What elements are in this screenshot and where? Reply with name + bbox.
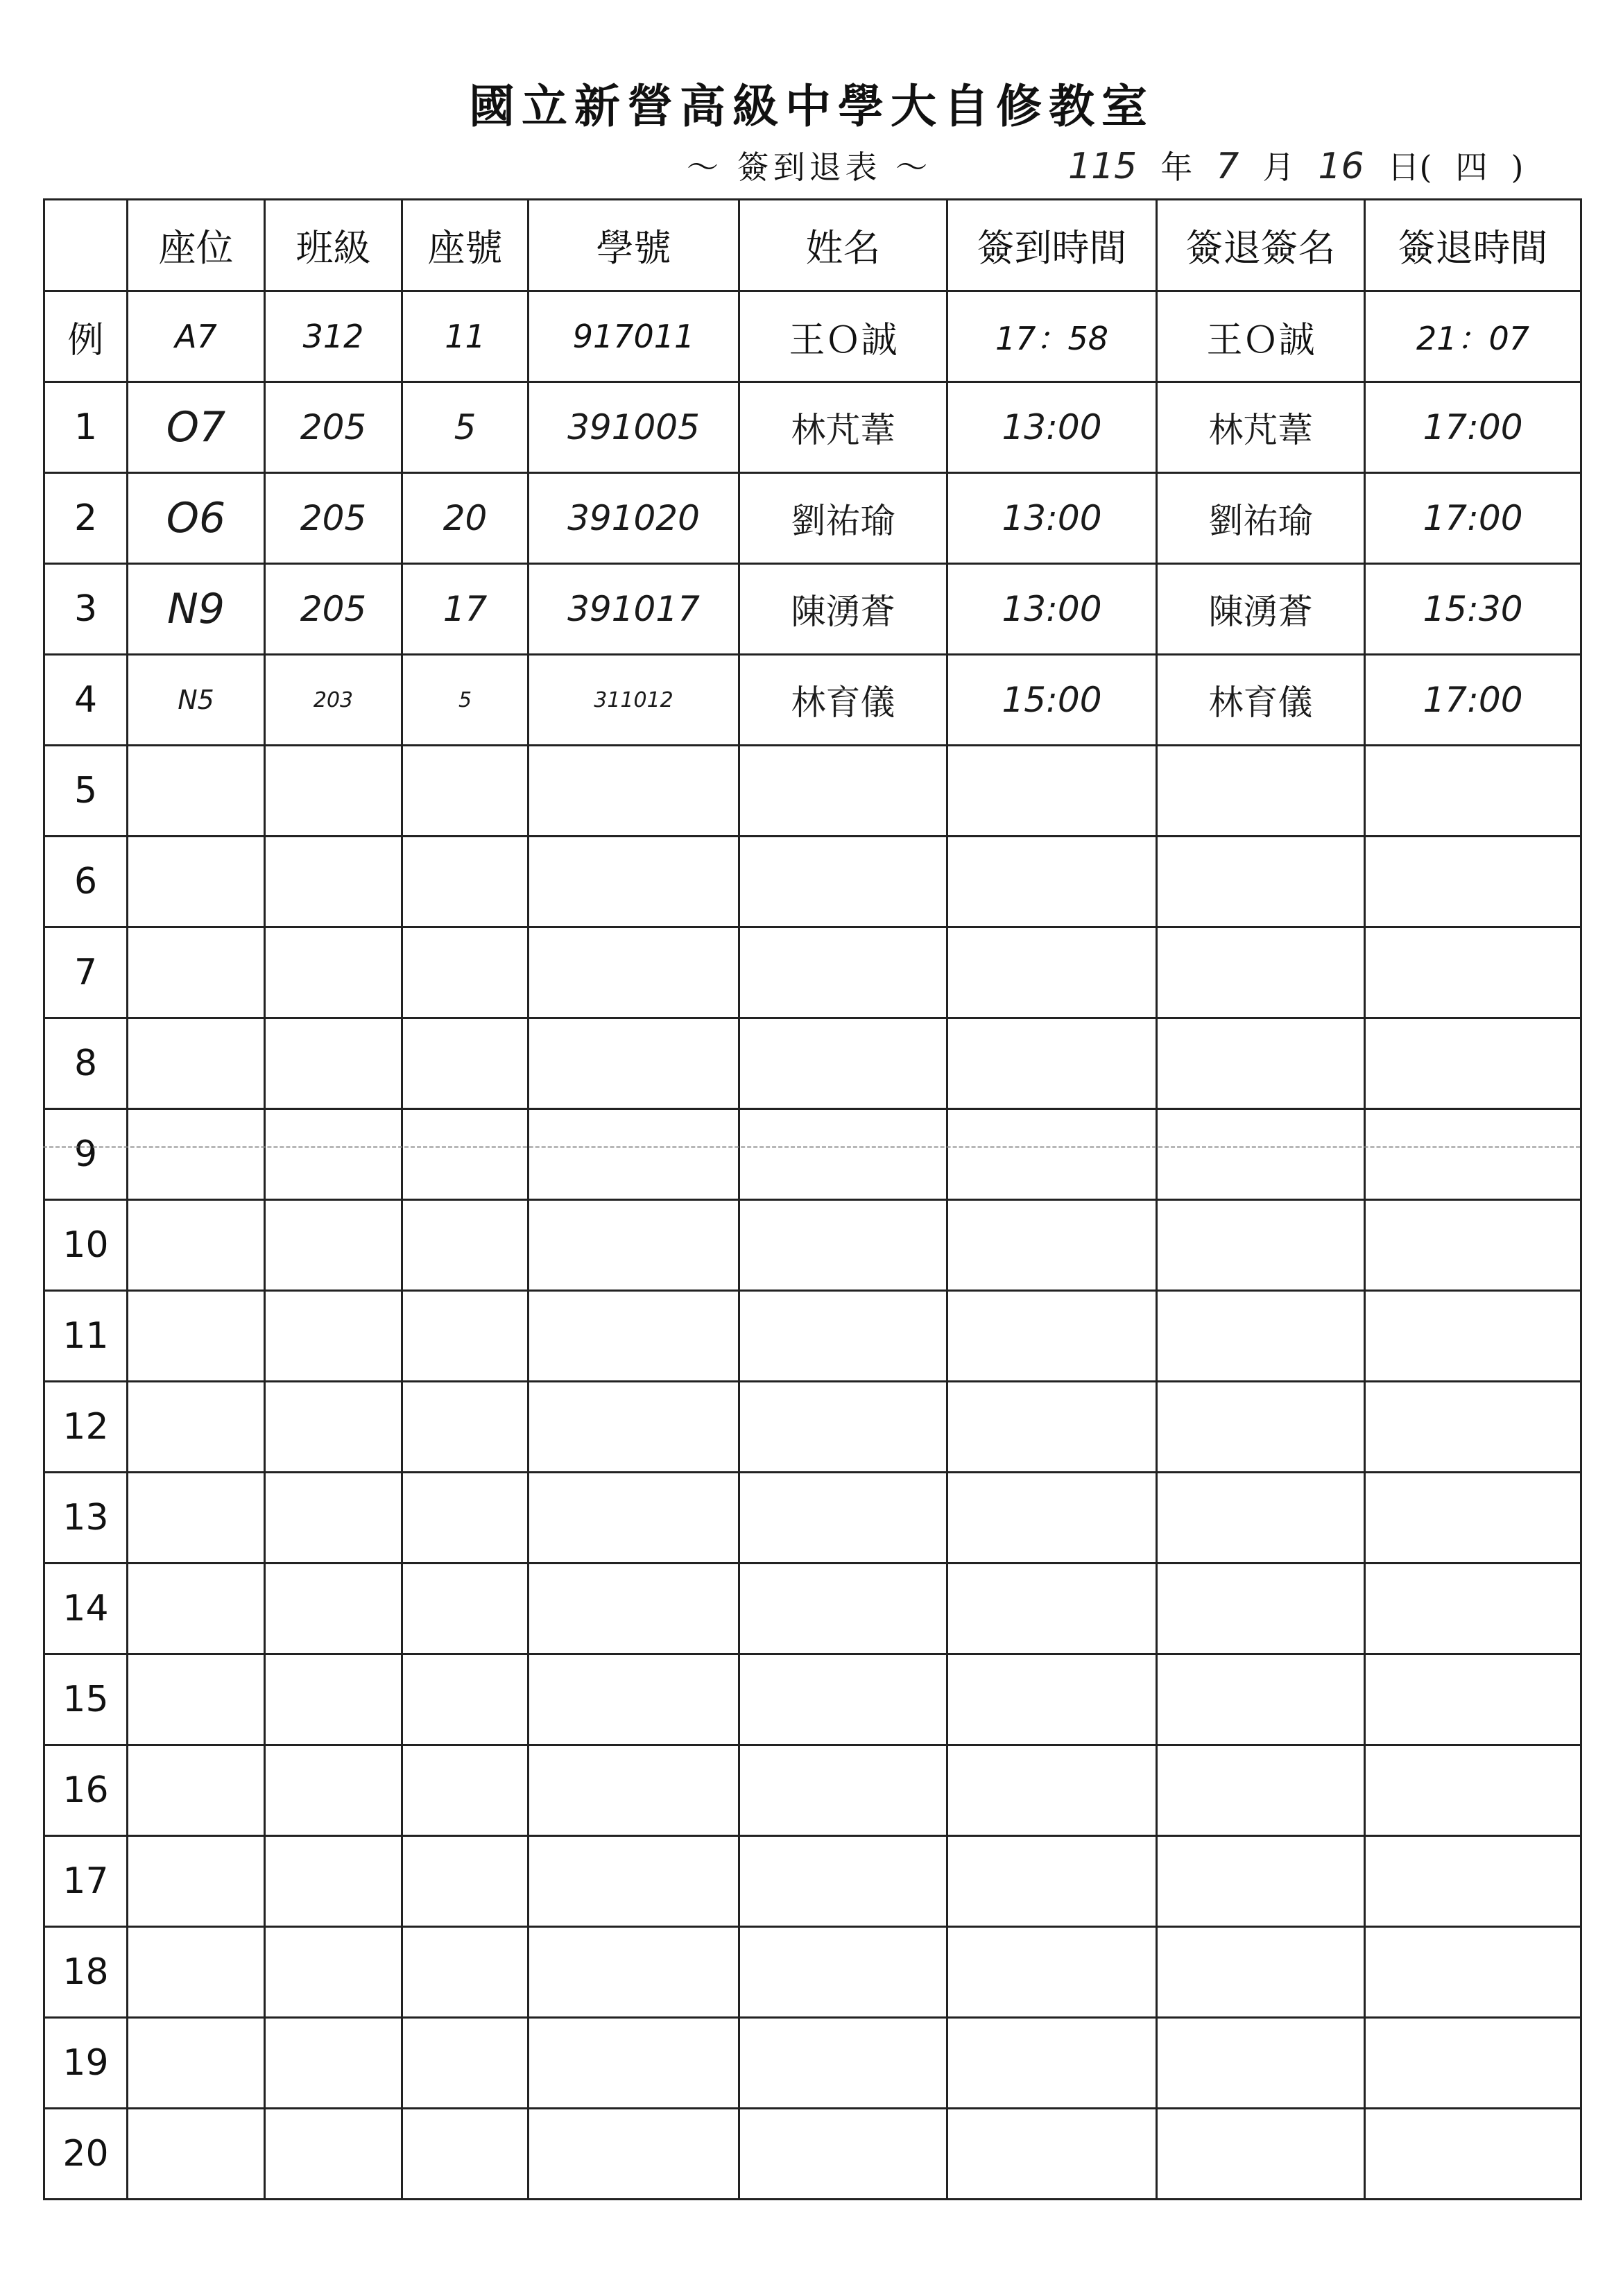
cell-signature[interactable] <box>1157 2109 1365 2200</box>
cell-student-id[interactable] <box>529 1654 739 1745</box>
row-number: 2 <box>44 473 128 564</box>
cell-checkout[interactable] <box>1365 1745 1581 1836</box>
cell-number[interactable] <box>402 927 529 1018</box>
row-number: 13 <box>44 1473 128 1563</box>
cell-seat[interactable] <box>128 2109 265 2200</box>
cell-class[interactable] <box>265 2109 402 2200</box>
cell-number[interactable] <box>402 382 529 473</box>
handwritten-student-id: 391017 <box>567 589 700 629</box>
handwritten-seat: O6 <box>166 494 226 542</box>
cell-name[interactable] <box>739 1018 947 1109</box>
handwritten-name: 陳湧蒼 <box>791 592 895 632</box>
cell-seat[interactable] <box>128 1563 265 1654</box>
row-number: 16 <box>44 1745 128 1836</box>
cell-checkout[interactable] <box>1365 382 1581 473</box>
cell-checkout[interactable] <box>1365 1927 1581 2018</box>
cell-signature[interactable] <box>1157 1109 1365 1200</box>
cell-checkout[interactable] <box>1365 1200 1581 1291</box>
cell-student-id[interactable] <box>529 1200 739 1291</box>
cell-class[interactable] <box>265 1382 402 1473</box>
cell-class[interactable] <box>265 1291 402 1382</box>
cell-checkin[interactable] <box>947 927 1157 1018</box>
cell-number[interactable] <box>402 1836 529 1927</box>
cell-checkout[interactable] <box>1365 655 1581 746</box>
table-row <box>44 2109 1581 2200</box>
cell-checkout[interactable] <box>1365 1382 1581 1473</box>
cell-class[interactable] <box>265 473 402 564</box>
cell-seat[interactable] <box>128 382 265 473</box>
cell-signature[interactable] <box>1157 1563 1365 1654</box>
cell-number[interactable] <box>402 564 529 655</box>
cell-class[interactable] <box>265 1836 402 1927</box>
cell-checkin[interactable] <box>947 1563 1157 1654</box>
cell-checkin[interactable] <box>947 564 1157 655</box>
cell-number[interactable] <box>402 2018 529 2109</box>
cell-signature[interactable] <box>1157 564 1365 655</box>
cell-student-id[interactable] <box>529 382 739 473</box>
cell-signature[interactable] <box>1157 746 1365 837</box>
cell-name[interactable] <box>739 473 947 564</box>
cell-name[interactable] <box>739 1291 947 1382</box>
cell-seat[interactable] <box>128 1654 265 1745</box>
cell-seat[interactable] <box>128 746 265 837</box>
handwritten-checkin: 13:00 <box>1002 589 1102 629</box>
cell-name[interactable] <box>739 1836 947 1927</box>
handwritten-signature: 林芃葦 <box>1208 410 1313 450</box>
cell-checkout[interactable] <box>1365 473 1581 564</box>
cell-number[interactable] <box>402 837 529 927</box>
cell-name[interactable] <box>739 927 947 1018</box>
handwritten-checkin: 13:00 <box>1002 407 1102 447</box>
cell-name[interactable] <box>739 1200 947 1291</box>
cell-checkin[interactable] <box>947 1654 1157 1745</box>
cell-name[interactable] <box>739 1382 947 1473</box>
cell-number[interactable] <box>402 1109 529 1200</box>
cell-name[interactable] <box>739 2018 947 2109</box>
handwritten-student-id: 391005 <box>567 407 700 447</box>
handwritten-number: 20 <box>443 498 488 538</box>
cell-seat[interactable] <box>128 927 265 1018</box>
cell-signature[interactable] <box>1157 1836 1365 1927</box>
cell-class[interactable] <box>265 1654 402 1745</box>
cell-number[interactable] <box>402 1654 529 1745</box>
cell-class[interactable] <box>265 1745 402 1836</box>
handwritten-checkin: 15:00 <box>1002 680 1102 720</box>
handwritten-name: 林育儀 <box>791 683 895 723</box>
cell-student-id[interactable] <box>529 2018 739 2109</box>
cell-class[interactable] <box>265 746 402 837</box>
date-year-unit: 年 <box>1160 148 1193 186</box>
example-row <box>44 291 1581 382</box>
row-number: 14 <box>44 1563 128 1654</box>
handwritten-name: 劉祐瑜 <box>791 501 895 541</box>
handwritten-seat: O7 <box>166 403 226 452</box>
row-number: 20 <box>44 2109 128 2200</box>
cell-student-id[interactable] <box>529 746 739 837</box>
cell-signature[interactable] <box>1157 2018 1365 2109</box>
cell-signature[interactable] <box>1157 1382 1365 1473</box>
table-row <box>44 746 1581 837</box>
table-row <box>44 837 1581 927</box>
handwritten-seat: N9 <box>166 585 225 633</box>
table-row <box>44 564 1581 655</box>
page-title: 國立新營高級中學大自修教室 <box>469 79 1154 133</box>
cell-checkout[interactable] <box>1365 2109 1581 2200</box>
table-row <box>44 1109 1581 1200</box>
cell-checkin[interactable] <box>947 655 1157 746</box>
handwritten-name: 林芃葦 <box>791 410 895 450</box>
cell-name[interactable] <box>739 382 947 473</box>
handwritten-checkin: 13:00 <box>1002 498 1102 538</box>
cell-checkin[interactable] <box>947 1018 1157 1109</box>
weekday-close: ) <box>1511 148 1524 186</box>
date-day-unit: 日 <box>1387 148 1420 186</box>
date-line <box>1068 142 1568 188</box>
row-number: 19 <box>44 2018 128 2109</box>
cell-student-id[interactable] <box>529 1927 739 2018</box>
cell-class[interactable] <box>265 1109 402 1200</box>
cell-checkout[interactable] <box>1365 1563 1581 1654</box>
handwritten-checkout: 17:00 <box>1423 407 1523 447</box>
cell-signature[interactable] <box>1157 655 1365 746</box>
row-number: 5 <box>44 746 128 837</box>
cell-checkin[interactable] <box>947 837 1157 927</box>
cell-number[interactable] <box>402 1745 529 1836</box>
row-number: 6 <box>44 837 128 927</box>
weekday-open: ( <box>1419 148 1432 186</box>
cell-class[interactable] <box>265 927 402 1018</box>
cell-number[interactable] <box>402 1200 529 1291</box>
example-checkout: 21：07 <box>1365 291 1581 382</box>
cell-name[interactable] <box>739 1745 947 1836</box>
cell-signature[interactable] <box>1157 1200 1365 1291</box>
cell-signature[interactable] <box>1157 1018 1365 1109</box>
cell-class[interactable] <box>265 2018 402 2109</box>
date-weekday: 四 <box>1455 148 1488 186</box>
cell-checkin[interactable] <box>947 1927 1157 2018</box>
date-year: 115 <box>1068 146 1137 187</box>
cell-student-id[interactable] <box>529 1745 739 1836</box>
cell-number[interactable] <box>402 1291 529 1382</box>
cell-seat[interactable] <box>128 1109 265 1200</box>
handwritten-student-id: 311012 <box>594 687 673 712</box>
cell-checkin[interactable] <box>947 1200 1157 1291</box>
cell-number[interactable] <box>402 2109 529 2200</box>
example-class: 312 <box>265 291 402 382</box>
table-row <box>44 927 1581 1018</box>
cell-seat[interactable] <box>128 1291 265 1382</box>
cell-number[interactable] <box>402 746 529 837</box>
row-number: 10 <box>44 1200 128 1291</box>
handwritten-checkout: 15:30 <box>1423 589 1523 629</box>
cell-signature[interactable] <box>1157 473 1365 564</box>
cell-student-id[interactable] <box>529 2109 739 2200</box>
cell-class[interactable] <box>265 1927 402 2018</box>
cell-seat[interactable] <box>128 1382 265 1473</box>
handwritten-signature: 陳湧蒼 <box>1208 592 1313 632</box>
cell-number[interactable] <box>402 1473 529 1563</box>
cell-name[interactable] <box>739 1109 947 1200</box>
cell-seat[interactable] <box>128 1473 265 1563</box>
cell-checkin[interactable] <box>947 1291 1157 1382</box>
row-number: 11 <box>44 1291 128 1382</box>
cell-class[interactable] <box>265 1018 402 1109</box>
cell-signature[interactable] <box>1157 1473 1365 1563</box>
row-number: 9 <box>44 1109 128 1200</box>
cell-signature[interactable] <box>1157 1291 1365 1382</box>
table-row <box>44 655 1581 746</box>
cell-student-id[interactable] <box>529 1473 739 1563</box>
cell-checkin[interactable] <box>947 1836 1157 1927</box>
cell-signature[interactable] <box>1157 382 1365 473</box>
table-row <box>44 1473 1581 1563</box>
row-number: 1 <box>44 382 128 473</box>
cell-name[interactable] <box>739 1654 947 1745</box>
cell-class[interactable] <box>265 382 402 473</box>
table-row <box>44 1927 1581 2018</box>
handwritten-class: 205 <box>300 589 367 629</box>
row-number: 4 <box>44 655 128 746</box>
handwritten-checkout: 17:00 <box>1423 680 1523 720</box>
cell-name[interactable] <box>739 1563 947 1654</box>
col-header-signature: 簽退簽名 <box>1157 200 1365 291</box>
col-header-number: 座號 <box>402 200 529 291</box>
cell-checkin[interactable] <box>947 1382 1157 1473</box>
cell-number[interactable] <box>402 1563 529 1654</box>
cell-student-id[interactable] <box>529 1836 739 1927</box>
cell-seat[interactable] <box>128 564 265 655</box>
cell-signature[interactable] <box>1157 1654 1365 1745</box>
cell-checkin[interactable] <box>947 1109 1157 1200</box>
cell-name[interactable] <box>739 1927 947 2018</box>
table-row <box>44 2018 1581 2109</box>
example-checkin: 17：58 <box>947 291 1157 382</box>
table-row <box>44 473 1581 564</box>
cell-student-id[interactable] <box>529 1382 739 1473</box>
table-row <box>44 1836 1581 1927</box>
cell-signature[interactable] <box>1157 1745 1365 1836</box>
cell-student-id[interactable] <box>529 655 739 746</box>
cell-name[interactable] <box>739 655 947 746</box>
cell-checkin[interactable] <box>947 746 1157 837</box>
cell-student-id[interactable] <box>529 1563 739 1654</box>
example-number: 11 <box>402 291 529 382</box>
cell-checkout[interactable] <box>1365 2018 1581 2109</box>
cell-signature[interactable] <box>1157 1927 1365 2018</box>
col-header-checkout: 簽退時間 <box>1365 200 1581 291</box>
cell-class[interactable] <box>265 1200 402 1291</box>
signin-table <box>43 198 1582 2200</box>
cell-checkout[interactable] <box>1365 1018 1581 1109</box>
cell-checkin[interactable] <box>947 1745 1157 1836</box>
cell-seat[interactable] <box>128 473 265 564</box>
col-header-student-id: 學號 <box>529 200 739 291</box>
cell-class[interactable] <box>265 1563 402 1654</box>
cell-checkout[interactable] <box>1365 1654 1581 1745</box>
cell-student-id[interactable] <box>529 1109 739 1200</box>
handwritten-student-id: 391020 <box>567 498 700 538</box>
cell-name[interactable] <box>739 564 947 655</box>
cell-seat[interactable] <box>128 1745 265 1836</box>
cell-class[interactable] <box>265 837 402 927</box>
cell-student-id[interactable] <box>529 564 739 655</box>
date-month-unit: 月 <box>1262 148 1295 186</box>
cell-signature[interactable] <box>1157 927 1365 1018</box>
cell-student-id[interactable] <box>529 837 739 927</box>
row-number: 8 <box>44 1018 128 1109</box>
col-header-index <box>44 200 128 291</box>
example-signature: 王Ｏ誠 <box>1157 291 1365 382</box>
cell-student-id[interactable] <box>529 927 739 1018</box>
cell-class[interactable] <box>265 564 402 655</box>
table-row <box>44 1200 1581 1291</box>
cell-seat[interactable] <box>128 1836 265 1927</box>
cell-checkout[interactable] <box>1365 1836 1581 1927</box>
cell-name[interactable] <box>739 1473 947 1563</box>
cell-checkout[interactable] <box>1365 837 1581 927</box>
example-seat: A7 <box>128 291 265 382</box>
cell-checkin[interactable] <box>947 473 1157 564</box>
handwritten-number: 17 <box>443 589 488 629</box>
row-number: 17 <box>44 1836 128 1927</box>
fold-line <box>43 1146 1580 1148</box>
cell-class[interactable] <box>265 655 402 746</box>
col-header-class: 班級 <box>265 200 402 291</box>
handwritten-class: 205 <box>300 498 367 538</box>
table-row <box>44 1018 1581 1109</box>
cell-checkin[interactable] <box>947 382 1157 473</box>
header-row <box>44 200 1581 291</box>
handwritten-class: 205 <box>300 407 367 447</box>
row-number: 7 <box>44 927 128 1018</box>
cell-checkout[interactable] <box>1365 746 1581 837</box>
table-row <box>44 1654 1581 1745</box>
row-number: 3 <box>44 564 128 655</box>
cell-class[interactable] <box>265 1473 402 1563</box>
cell-student-id[interactable] <box>529 1018 739 1109</box>
row-number: 12 <box>44 1382 128 1473</box>
handwritten-number: 5 <box>458 687 472 712</box>
cell-checkout[interactable] <box>1365 1109 1581 1200</box>
handwritten-checkout: 17:00 <box>1423 498 1523 538</box>
cell-checkout[interactable] <box>1365 1291 1581 1382</box>
example-label: 例 <box>44 291 128 382</box>
handwritten-signature: 劉祐瑜 <box>1208 501 1313 541</box>
example-name: 王Ｏ誠 <box>739 291 947 382</box>
cell-checkout[interactable] <box>1365 564 1581 655</box>
cell-student-id[interactable] <box>529 1291 739 1382</box>
date-day: 16 <box>1318 146 1364 187</box>
cell-seat[interactable] <box>128 1018 265 1109</box>
cell-checkout[interactable] <box>1365 1473 1581 1563</box>
col-header-checkin: 簽到時間 <box>947 200 1157 291</box>
cell-name[interactable] <box>739 746 947 837</box>
cell-number[interactable] <box>402 473 529 564</box>
cell-number[interactable] <box>402 655 529 746</box>
col-header-name: 姓名 <box>739 200 947 291</box>
cell-seat[interactable] <box>128 655 265 746</box>
cell-name[interactable] <box>739 2109 947 2200</box>
cell-name[interactable] <box>739 837 947 927</box>
handwritten-number: 5 <box>454 407 476 447</box>
cell-number[interactable] <box>402 1382 529 1473</box>
cell-checkin[interactable] <box>947 2018 1157 2109</box>
table-row <box>44 1382 1581 1473</box>
table-row <box>44 382 1581 473</box>
cell-seat[interactable] <box>128 1200 265 1291</box>
cell-checkout[interactable] <box>1365 927 1581 1018</box>
row-number: 15 <box>44 1654 128 1745</box>
cell-student-id[interactable] <box>529 473 739 564</box>
handwritten-seat: N5 <box>178 685 214 715</box>
cell-seat[interactable] <box>128 2018 265 2109</box>
row-number: 18 <box>44 1927 128 2018</box>
col-header-seat: 座位 <box>128 200 265 291</box>
cell-seat[interactable] <box>128 837 265 927</box>
date-month: 7 <box>1216 146 1239 187</box>
cell-number[interactable] <box>402 1018 529 1109</box>
handwritten-signature: 林育儀 <box>1208 683 1313 723</box>
cell-checkin[interactable] <box>947 2109 1157 2200</box>
table-row <box>44 1745 1581 1836</box>
table-row <box>44 1291 1581 1382</box>
cell-checkin[interactable] <box>947 1473 1157 1563</box>
cell-signature[interactable] <box>1157 837 1365 927</box>
table-row <box>44 1563 1581 1654</box>
handwritten-class: 203 <box>313 687 354 712</box>
form-subtitle: 〜 簽到退表 〜 <box>687 148 932 186</box>
cell-seat[interactable] <box>128 1927 265 2018</box>
example-student-id: 917011 <box>529 291 739 382</box>
cell-number[interactable] <box>402 1927 529 2018</box>
